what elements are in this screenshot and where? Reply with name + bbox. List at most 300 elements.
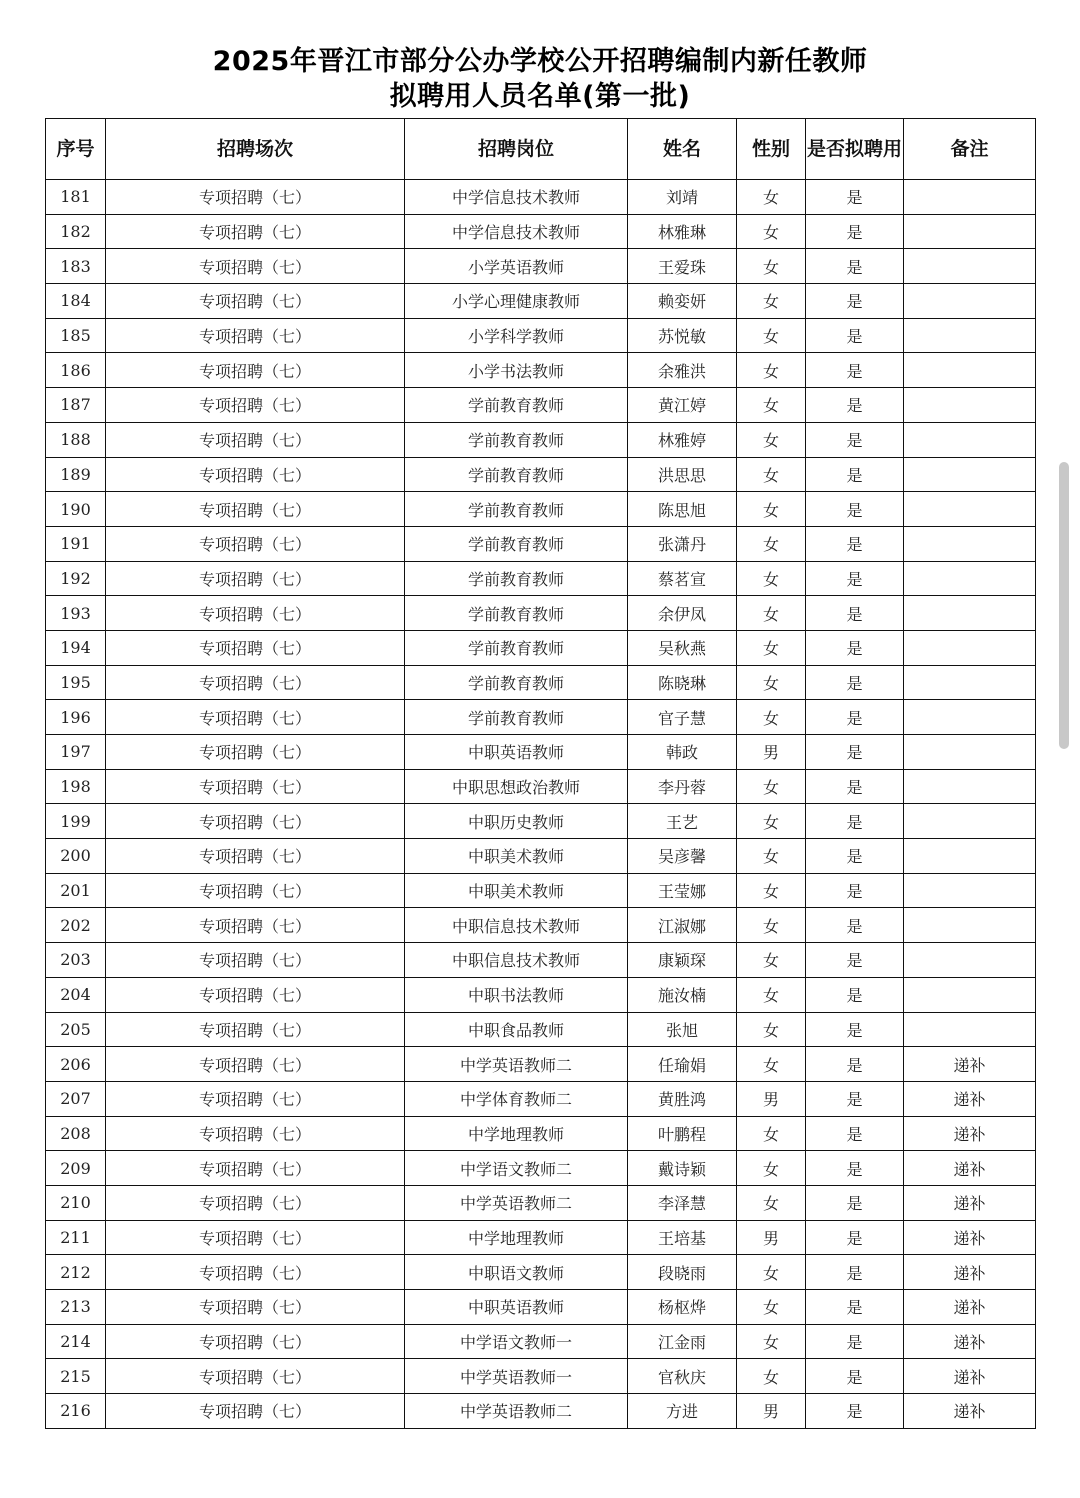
table-row	[46, 1359, 1036, 1394]
cell-gender: 女	[737, 1255, 806, 1290]
table-row	[46, 839, 1036, 874]
cell-remark: 递补	[904, 1151, 1036, 1186]
cell-name: 王爱珠	[628, 249, 737, 284]
header-session: 招聘场次	[106, 119, 405, 180]
cell-name: 王培基	[628, 1220, 737, 1255]
cell-remark	[904, 388, 1036, 423]
cell-name: 叶鹏程	[628, 1116, 737, 1151]
cell-gender: 女	[737, 249, 806, 284]
cell-seq: 188	[46, 422, 106, 457]
cell-session: 专项招聘（七）	[106, 839, 405, 874]
cell-name: 黄胜鸿	[628, 1081, 737, 1116]
cell-name: 林雅琳	[628, 214, 737, 249]
cell-hired: 是	[806, 1116, 904, 1151]
table-row	[46, 873, 1036, 908]
cell-seq: 204	[46, 977, 106, 1012]
cell-remark: 递补	[904, 1116, 1036, 1151]
cell-hired: 是	[806, 353, 904, 388]
cell-gender: 女	[737, 839, 806, 874]
cell-hired: 是	[806, 1047, 904, 1082]
cell-gender: 男	[737, 1081, 806, 1116]
cell-remark	[904, 457, 1036, 492]
table-row	[46, 1290, 1036, 1325]
cell-remark	[904, 804, 1036, 839]
table-row	[46, 492, 1036, 527]
cell-name: 吴秋燕	[628, 630, 737, 665]
cell-session: 专项招聘（七）	[106, 1290, 405, 1325]
cell-gender: 女	[737, 1151, 806, 1186]
cell-hired: 是	[806, 180, 904, 215]
cell-position: 中职书法教师	[405, 977, 628, 1012]
cell-seq: 185	[46, 318, 106, 353]
cell-gender: 女	[737, 804, 806, 839]
cell-session: 专项招聘（七）	[106, 284, 405, 319]
cell-name: 黄江婷	[628, 388, 737, 423]
cell-hired: 是	[806, 284, 904, 319]
cell-name: 康颖琛	[628, 943, 737, 978]
cell-hired: 是	[806, 700, 904, 735]
cell-seq: 210	[46, 1185, 106, 1220]
cell-gender: 女	[737, 873, 806, 908]
header-gender: 性别	[737, 119, 806, 180]
cell-position: 学前教育教师	[405, 457, 628, 492]
cell-hired: 是	[806, 804, 904, 839]
cell-hired: 是	[806, 1151, 904, 1186]
cell-seq: 206	[46, 1047, 106, 1082]
cell-position: 中职美术教师	[405, 839, 628, 874]
cell-session: 专项招聘（七）	[106, 908, 405, 943]
cell-gender: 女	[737, 561, 806, 596]
table-header-row	[46, 119, 1036, 180]
cell-position: 中学语文教师二	[405, 1151, 628, 1186]
cell-seq: 186	[46, 353, 106, 388]
cell-session: 专项招聘（七）	[106, 1151, 405, 1186]
table-row	[46, 769, 1036, 804]
table-row	[46, 977, 1036, 1012]
cell-remark	[904, 353, 1036, 388]
cell-name: 洪思思	[628, 457, 737, 492]
cell-session: 专项招聘（七）	[106, 1185, 405, 1220]
cell-name: 段晓雨	[628, 1255, 737, 1290]
cell-gender: 男	[737, 1220, 806, 1255]
cell-hired: 是	[806, 561, 904, 596]
cell-seq: 212	[46, 1255, 106, 1290]
cell-position: 中职英语教师	[405, 735, 628, 770]
cell-gender: 女	[737, 353, 806, 388]
cell-position: 中职英语教师	[405, 1290, 628, 1325]
cell-gender: 女	[737, 943, 806, 978]
cell-session: 专项招聘（七）	[106, 457, 405, 492]
table-row	[46, 1185, 1036, 1220]
cell-seq: 195	[46, 665, 106, 700]
cell-seq: 192	[46, 561, 106, 596]
cell-session: 专项招聘（七）	[106, 249, 405, 284]
cell-gender: 男	[737, 1394, 806, 1429]
cell-name: 杨枢烨	[628, 1290, 737, 1325]
cell-gender: 女	[737, 422, 806, 457]
cell-remark	[904, 526, 1036, 561]
cell-position: 中学英语教师二	[405, 1047, 628, 1082]
cell-name: 李丹蓉	[628, 769, 737, 804]
cell-hired: 是	[806, 943, 904, 978]
table-row	[46, 388, 1036, 423]
cell-seq: 207	[46, 1081, 106, 1116]
cell-hired: 是	[806, 422, 904, 457]
cell-seq: 200	[46, 839, 106, 874]
cell-remark: 递补	[904, 1185, 1036, 1220]
table-row	[46, 457, 1036, 492]
table-row	[46, 1255, 1036, 1290]
table-row	[46, 1394, 1036, 1429]
cell-hired: 是	[806, 214, 904, 249]
cell-position: 中学地理教师	[405, 1220, 628, 1255]
cell-gender: 女	[737, 1047, 806, 1082]
header-position: 招聘岗位	[405, 119, 628, 180]
header-name: 姓名	[628, 119, 737, 180]
table-row	[46, 630, 1036, 665]
cell-name: 方进	[628, 1394, 737, 1429]
cell-gender: 女	[737, 318, 806, 353]
table-row	[46, 561, 1036, 596]
cell-session: 专项招聘（七）	[106, 977, 405, 1012]
table-row	[46, 1047, 1036, 1082]
table-row	[46, 1116, 1036, 1151]
table-row	[46, 422, 1036, 457]
cell-gender: 女	[737, 630, 806, 665]
cell-seq: 208	[46, 1116, 106, 1151]
cell-name: 陈晓琳	[628, 665, 737, 700]
cell-session: 专项招聘（七）	[106, 943, 405, 978]
header-remark: 备注	[904, 119, 1036, 180]
cell-gender: 女	[737, 1116, 806, 1151]
cell-session: 专项招聘（七）	[106, 180, 405, 215]
cell-position: 中学英语教师二	[405, 1394, 628, 1429]
cell-name: 李泽慧	[628, 1185, 737, 1220]
cell-hired: 是	[806, 526, 904, 561]
cell-session: 专项招聘（七）	[106, 873, 405, 908]
cell-position: 学前教育教师	[405, 700, 628, 735]
cell-remark: 递补	[904, 1255, 1036, 1290]
table-row	[46, 318, 1036, 353]
cell-position: 小学心理健康教师	[405, 284, 628, 319]
cell-name: 江淑娜	[628, 908, 737, 943]
cell-name: 王艺	[628, 804, 737, 839]
table-row	[46, 249, 1036, 284]
cell-position: 中职历史教师	[405, 804, 628, 839]
cell-seq: 181	[46, 180, 106, 215]
cell-position: 中学语文教师一	[405, 1324, 628, 1359]
table-row	[46, 943, 1036, 978]
cell-session: 专项招聘（七）	[106, 700, 405, 735]
cell-hired: 是	[806, 977, 904, 1012]
cell-position: 中职信息技术教师	[405, 908, 628, 943]
cell-seq: 214	[46, 1324, 106, 1359]
cell-position: 中职语文教师	[405, 1255, 628, 1290]
cell-session: 专项招聘（七）	[106, 1394, 405, 1429]
cell-gender: 女	[737, 526, 806, 561]
document-title	[0, 44, 1080, 114]
cell-hired: 是	[806, 318, 904, 353]
cell-name: 吴彦馨	[628, 839, 737, 874]
cell-hired: 是	[806, 249, 904, 284]
cell-remark	[904, 214, 1036, 249]
cell-gender: 女	[737, 700, 806, 735]
cell-position: 中学英语教师二	[405, 1185, 628, 1220]
cell-position: 学前教育教师	[405, 422, 628, 457]
cell-session: 专项招聘（七）	[106, 353, 405, 388]
cell-hired: 是	[806, 839, 904, 874]
cell-session: 专项招聘（七）	[106, 1047, 405, 1082]
cell-hired: 是	[806, 1255, 904, 1290]
cell-hired: 是	[806, 596, 904, 631]
cell-remark	[904, 908, 1036, 943]
cell-remark	[904, 700, 1036, 735]
cell-name: 王莹娜	[628, 873, 737, 908]
cell-name: 林雅婷	[628, 422, 737, 457]
cell-position: 学前教育教师	[405, 561, 628, 596]
header-hired: 是否拟聘用	[806, 119, 904, 180]
cell-seq: 201	[46, 873, 106, 908]
cell-seq: 209	[46, 1151, 106, 1186]
cell-gender: 女	[737, 596, 806, 631]
cell-remark: 递补	[904, 1394, 1036, 1429]
cell-position: 中职信息技术教师	[405, 943, 628, 978]
cell-seq: 199	[46, 804, 106, 839]
table-row	[46, 214, 1036, 249]
cell-remark	[904, 665, 1036, 700]
table-row	[46, 353, 1036, 388]
cell-remark	[904, 249, 1036, 284]
cell-session: 专项招聘（七）	[106, 630, 405, 665]
cell-seq: 211	[46, 1220, 106, 1255]
cell-seq: 189	[46, 457, 106, 492]
table-row	[46, 1012, 1036, 1047]
cell-remark	[904, 735, 1036, 770]
cell-name: 余伊凤	[628, 596, 737, 631]
cell-position: 学前教育教师	[405, 665, 628, 700]
cell-session: 专项招聘（七）	[106, 735, 405, 770]
cell-remark	[904, 180, 1036, 215]
cell-session: 专项招聘（七）	[106, 1359, 405, 1394]
cell-remark: 递补	[904, 1081, 1036, 1116]
cell-remark	[904, 977, 1036, 1012]
table-body	[46, 180, 1036, 1429]
cell-remark	[904, 1012, 1036, 1047]
cell-hired: 是	[806, 1081, 904, 1116]
cell-position: 中学信息技术教师	[405, 180, 628, 215]
cell-hired: 是	[806, 665, 904, 700]
cell-session: 专项招聘（七）	[106, 1324, 405, 1359]
cell-name: 张潇丹	[628, 526, 737, 561]
cell-session: 专项招聘（七）	[106, 1255, 405, 1290]
cell-session: 专项招聘（七）	[106, 1012, 405, 1047]
cell-session: 专项招聘（七）	[106, 561, 405, 596]
cell-seq: 198	[46, 769, 106, 804]
cell-hired: 是	[806, 735, 904, 770]
cell-remark: 递补	[904, 1290, 1036, 1325]
cell-position: 中学体育教师二	[405, 1081, 628, 1116]
table-row	[46, 1081, 1036, 1116]
cell-name: 戴诗颖	[628, 1151, 737, 1186]
vertical-scrollbar[interactable]	[1059, 462, 1069, 749]
cell-seq: 202	[46, 908, 106, 943]
cell-session: 专项招聘（七）	[106, 596, 405, 631]
cell-position: 中职美术教师	[405, 873, 628, 908]
roster-table	[45, 118, 1036, 1429]
cell-gender: 女	[737, 908, 806, 943]
cell-seq: 215	[46, 1359, 106, 1394]
cell-position: 中职食品教师	[405, 1012, 628, 1047]
title-line-1: 2025年晋江市部分公办学校公开招聘编制内新任教师	[212, 46, 868, 77]
cell-position: 中学信息技术教师	[405, 214, 628, 249]
cell-seq: 194	[46, 630, 106, 665]
table-row	[46, 735, 1036, 770]
cell-session: 专项招聘（七）	[106, 492, 405, 527]
cell-seq: 213	[46, 1290, 106, 1325]
cell-name: 官秋庆	[628, 1359, 737, 1394]
cell-gender: 女	[737, 977, 806, 1012]
table-row	[46, 596, 1036, 631]
cell-position: 小学科学教师	[405, 318, 628, 353]
cell-seq: 203	[46, 943, 106, 978]
cell-hired: 是	[806, 1394, 904, 1429]
cell-remark	[904, 873, 1036, 908]
cell-position: 中学英语教师一	[405, 1359, 628, 1394]
table-row	[46, 700, 1036, 735]
cell-gender: 女	[737, 214, 806, 249]
cell-name: 任瑜娟	[628, 1047, 737, 1082]
cell-seq: 193	[46, 596, 106, 631]
cell-hired: 是	[806, 1290, 904, 1325]
cell-position: 学前教育教师	[405, 492, 628, 527]
cell-session: 专项招聘（七）	[106, 318, 405, 353]
cell-gender: 女	[737, 769, 806, 804]
cell-seq: 183	[46, 249, 106, 284]
cell-session: 专项招聘（七）	[106, 388, 405, 423]
cell-gender: 男	[737, 735, 806, 770]
cell-remark: 递补	[904, 1047, 1036, 1082]
cell-session: 专项招聘（七）	[106, 1116, 405, 1151]
cell-remark	[904, 318, 1036, 353]
cell-hired: 是	[806, 769, 904, 804]
cell-gender: 女	[737, 1359, 806, 1394]
cell-remark	[904, 943, 1036, 978]
cell-position: 中学地理教师	[405, 1116, 628, 1151]
cell-name: 官子慧	[628, 700, 737, 735]
cell-hired: 是	[806, 908, 904, 943]
cell-seq: 205	[46, 1012, 106, 1047]
cell-position: 小学英语教师	[405, 249, 628, 284]
cell-name: 韩政	[628, 735, 737, 770]
cell-hired: 是	[806, 457, 904, 492]
cell-position: 学前教育教师	[405, 526, 628, 561]
cell-name: 刘靖	[628, 180, 737, 215]
table-row	[46, 284, 1036, 319]
cell-hired: 是	[806, 1359, 904, 1394]
cell-name: 陈思旭	[628, 492, 737, 527]
cell-remark	[904, 492, 1036, 527]
cell-session: 专项招聘（七）	[106, 214, 405, 249]
cell-seq: 190	[46, 492, 106, 527]
cell-session: 专项招聘（七）	[106, 804, 405, 839]
table-row	[46, 180, 1036, 215]
cell-remark: 递补	[904, 1359, 1036, 1394]
header-seq: 序号	[46, 119, 106, 180]
cell-seq: 191	[46, 526, 106, 561]
cell-remark: 递补	[904, 1220, 1036, 1255]
cell-session: 专项招聘（七）	[106, 769, 405, 804]
cell-hired: 是	[806, 1185, 904, 1220]
cell-name: 蔡茗宣	[628, 561, 737, 596]
cell-remark	[904, 630, 1036, 665]
cell-name: 施汝楠	[628, 977, 737, 1012]
cell-session: 专项招聘（七）	[106, 526, 405, 561]
cell-hired: 是	[806, 388, 904, 423]
cell-position: 小学书法教师	[405, 353, 628, 388]
cell-gender: 女	[737, 457, 806, 492]
cell-gender: 女	[737, 492, 806, 527]
cell-seq: 187	[46, 388, 106, 423]
table-row	[46, 665, 1036, 700]
cell-remark	[904, 422, 1036, 457]
cell-gender: 女	[737, 1012, 806, 1047]
cell-name: 赖娈妍	[628, 284, 737, 319]
cell-session: 专项招聘（七）	[106, 1081, 405, 1116]
cell-remark: 递补	[904, 1324, 1036, 1359]
cell-gender: 女	[737, 665, 806, 700]
cell-session: 专项招聘（七）	[106, 1220, 405, 1255]
cell-hired: 是	[806, 1012, 904, 1047]
cell-gender: 女	[737, 1185, 806, 1220]
table-row	[46, 908, 1036, 943]
cell-gender: 女	[737, 284, 806, 319]
table-row	[46, 804, 1036, 839]
table-row	[46, 1151, 1036, 1186]
cell-gender: 女	[737, 1324, 806, 1359]
cell-seq: 182	[46, 214, 106, 249]
table-row	[46, 1220, 1036, 1255]
cell-hired: 是	[806, 492, 904, 527]
cell-position: 中职思想政治教师	[405, 769, 628, 804]
cell-remark	[904, 839, 1036, 874]
table-row	[46, 526, 1036, 561]
cell-seq: 197	[46, 735, 106, 770]
cell-gender: 女	[737, 388, 806, 423]
cell-seq: 184	[46, 284, 106, 319]
title-line-2: 拟聘用人员名单(第一批)	[389, 81, 691, 112]
cell-seq: 216	[46, 1394, 106, 1429]
cell-seq: 196	[46, 700, 106, 735]
cell-hired: 是	[806, 1324, 904, 1359]
cell-remark	[904, 596, 1036, 631]
cell-position: 学前教育教师	[405, 630, 628, 665]
cell-session: 专项招聘（七）	[106, 665, 405, 700]
cell-remark	[904, 769, 1036, 804]
cell-session: 专项招聘（七）	[106, 422, 405, 457]
cell-hired: 是	[806, 873, 904, 908]
cell-remark	[904, 284, 1036, 319]
cell-gender: 女	[737, 180, 806, 215]
cell-name: 张旭	[628, 1012, 737, 1047]
cell-name: 苏悦敏	[628, 318, 737, 353]
cell-position: 学前教育教师	[405, 388, 628, 423]
cell-name: 余雅洪	[628, 353, 737, 388]
cell-remark	[904, 561, 1036, 596]
cell-name: 江金雨	[628, 1324, 737, 1359]
cell-gender: 女	[737, 1290, 806, 1325]
cell-position: 学前教育教师	[405, 596, 628, 631]
table-row	[46, 1324, 1036, 1359]
